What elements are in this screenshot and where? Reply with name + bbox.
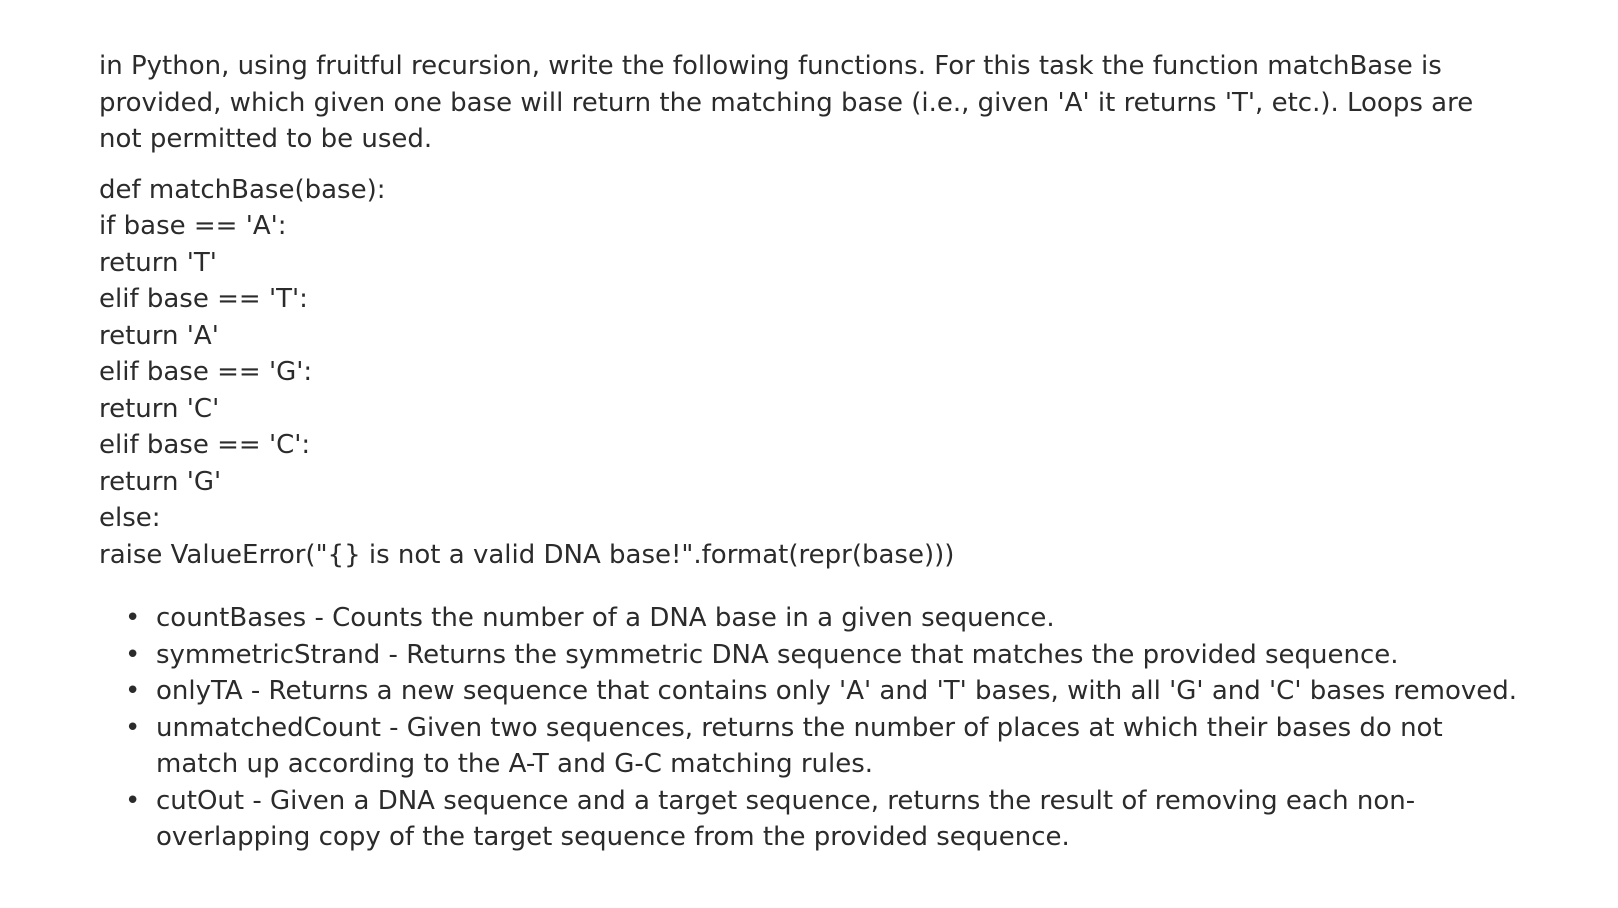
task-text: symmetricStrand - Returns the symmetric DNA sequence that matches the provided sequence.	[156, 639, 1399, 670]
task-item-cutout	[125, 783, 1519, 856]
task-text: cutOut - Given a DNA sequence and a target sequence, returns the result of removing each non-overlapping copy of the target sequence from the provided sequence.	[156, 785, 1416, 852]
task-list	[99, 600, 1519, 856]
matchbase-code-block	[99, 172, 1519, 574]
task-text: countBases - Counts the number of a DNA base in a given sequence.	[156, 603, 1055, 633]
bullet-icon: •	[125, 676, 141, 706]
code-line: def matchBase(base):	[99, 174, 386, 205]
task-text: onlyTA - Returns a new sequence that contains only 'A' and 'T' bases, with all 'G' and 'C' bases removed.	[156, 676, 1518, 706]
code-line: elif base == 'C':	[99, 430, 311, 460]
question-body	[99, 48, 1519, 856]
bullet-icon: •	[125, 603, 141, 633]
task-item-symmetricstrand	[125, 637, 1519, 674]
code-line: return 'C'	[99, 393, 220, 424]
task-item-unmatchedcount	[125, 710, 1519, 783]
code-line: raise ValueError("{} is not a valid DNA base!".format(repr(base)))	[99, 539, 955, 570]
code-line: elif base == 'G':	[99, 357, 313, 387]
code-line: if base == 'A':	[99, 211, 287, 241]
code-line: elif base == 'T':	[99, 284, 308, 314]
bullet-icon: •	[125, 712, 141, 743]
task-item-countbases	[125, 600, 1519, 637]
code-line: return 'G'	[99, 466, 222, 497]
code-line: return 'T'	[99, 247, 217, 278]
code-line: else:	[99, 503, 161, 533]
task-text: unmatchedCount - Given two sequences, returns the number of places at which their bases do not match up according to the A-T and G-C matching rules.	[156, 712, 1443, 779]
code-line: return 'A'	[99, 320, 219, 351]
bullet-icon: •	[125, 785, 141, 816]
bullet-icon: •	[125, 639, 141, 670]
intro-paragraph: in Python, using fruitful recursion, write the following functions. For this task the function matchBase is provided, which given one base will return the matching base (i.e., given 'A' it returns 'T', etc.). Loops are not permitted to be used.	[99, 51, 1474, 154]
task-item-onlyta	[125, 673, 1519, 710]
